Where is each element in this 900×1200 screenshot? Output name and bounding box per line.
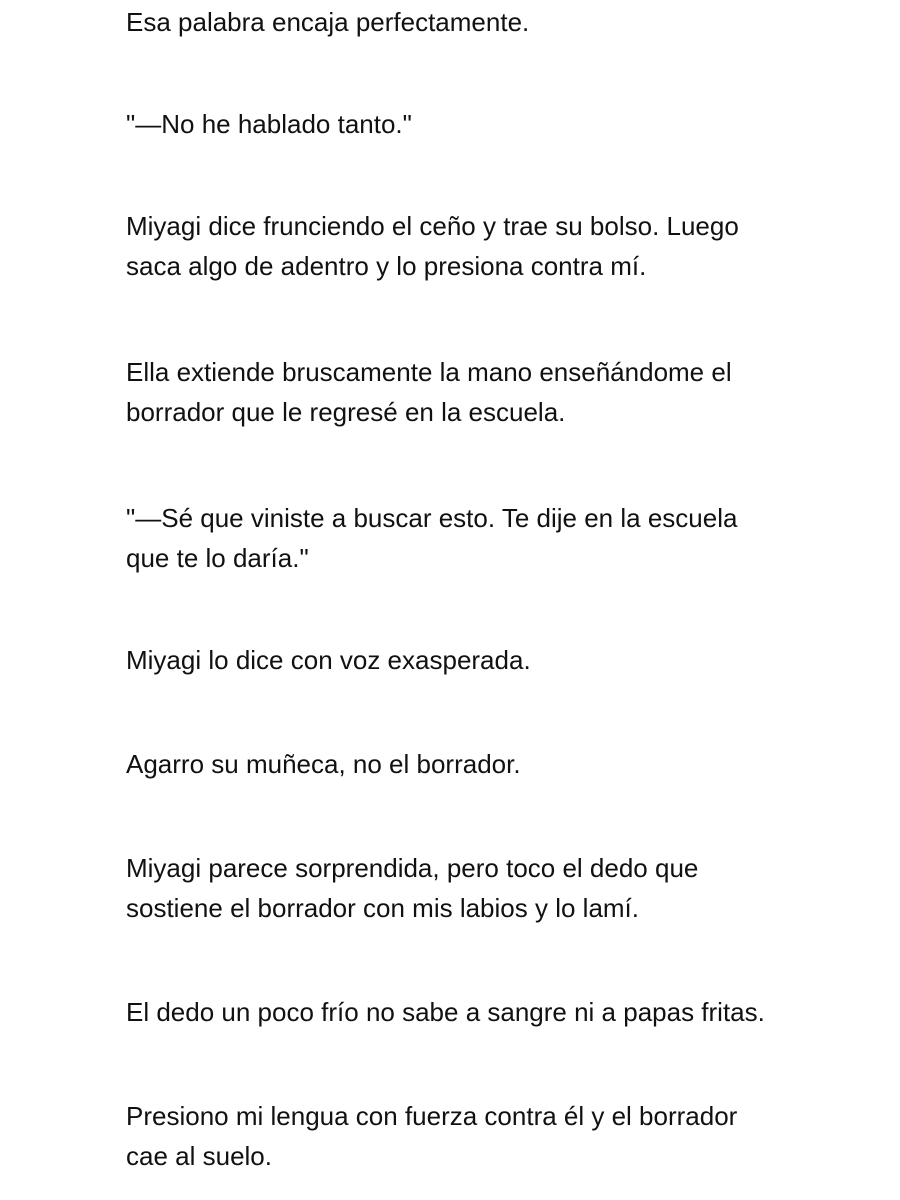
paragraph-4: Ella extiende bruscamente la mano enseñándome el borrador que le regresé en la escuela. bbox=[126, 357, 732, 427]
paragraph-8: Miyagi parece sorprendida, pero toco el dedo que sostiene el borrador con mis labios y lo lamí. bbox=[126, 853, 699, 923]
paragraph-2: "—No he hablado tanto." bbox=[126, 109, 412, 139]
paragraph-1: Esa palabra encaja perfectamente. bbox=[126, 7, 530, 37]
paragraph-6: Miyagi lo dice con voz exasperada. bbox=[126, 645, 531, 675]
paragraph-5: "—Sé que viniste a buscar esto. Te dije en la escuela que te lo daría." bbox=[126, 503, 738, 573]
paragraph-7: Agarro su muñeca, no el borrador. bbox=[126, 749, 521, 779]
paragraph-3: Miyagi dice frunciendo el ceño y trae su bolso. Luego saca algo de adentro y lo presiona contra mí. bbox=[126, 211, 739, 281]
paragraph-9: El dedo un poco frío no sabe a sangre ni a papas fritas. bbox=[126, 997, 765, 1027]
paragraph-10: Presiono mi lengua con fuerza contra él y el borrador cae al suelo. bbox=[126, 1101, 738, 1171]
